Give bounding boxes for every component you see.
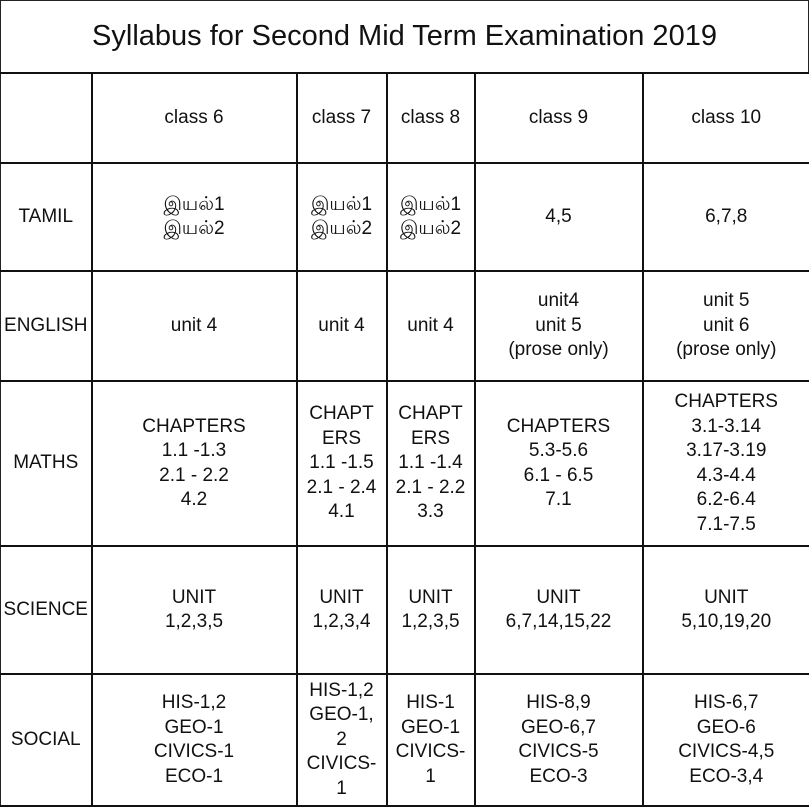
cell-line: CHAPTERS [644, 390, 809, 415]
cell-line: 6.2-6.4 [644, 488, 809, 513]
cell-line: ECO-1 [93, 765, 296, 790]
syllabus-cell [475, 271, 643, 381]
cell-line: ECO-3 [476, 765, 642, 790]
cell-line: 3.3 [388, 500, 474, 525]
cell-line: 7.1 [476, 488, 642, 513]
cell-line: 4.3-4.4 [644, 464, 809, 489]
syllabus-cell [387, 674, 475, 806]
table-row [1, 546, 809, 674]
cell-line: GEO-6 [644, 716, 809, 741]
cell-line: UNIT [476, 586, 642, 611]
header-cell: class 7 [297, 73, 387, 163]
cell-line: CHAPT [388, 402, 474, 427]
syllabus-cell [297, 163, 387, 271]
table-row [1, 674, 809, 806]
syllabus-cell [643, 674, 809, 806]
syllabus-cell [92, 271, 297, 381]
cell-line: ERS [298, 427, 386, 452]
cell-line: 3.1-3.14 [644, 415, 809, 440]
cell-line: இயல்2 [298, 217, 386, 242]
syllabus-cell [297, 674, 387, 806]
cell-line: 1,2,3,4 [298, 610, 386, 635]
header-cell: class 6 [92, 73, 297, 163]
cell-line: HIS-1,2 [93, 691, 296, 716]
cell-line: இயல்1 [93, 193, 296, 218]
corner-cell [1, 73, 92, 163]
cell-line: ECO-3,4 [644, 765, 809, 790]
cell-line: HIS-1,2 [298, 679, 386, 704]
table-row [1, 381, 809, 546]
cell-line: ERS [388, 427, 474, 452]
header-cell: class 9 [475, 73, 643, 163]
cell-line: இயல்1 [388, 193, 474, 218]
cell-line: 4.1 [298, 500, 386, 525]
cell-line: இயல்1 [298, 193, 386, 218]
cell-line: GEO-1, [298, 703, 386, 728]
cell-line: unit 5 [476, 314, 642, 339]
subject-cell: SCIENCE [1, 546, 92, 674]
cell-line: 7.1-7.5 [644, 513, 809, 538]
cell-line: 6,7,8 [644, 205, 809, 230]
cell-line: CHAPT [298, 402, 386, 427]
cell-line: 1.1 -1.3 [93, 439, 296, 464]
cell-line: 5.3-5.6 [476, 439, 642, 464]
table-row [1, 163, 809, 271]
page-title: Syllabus for Second Mid Term Examination 2019 [0, 0, 809, 72]
cell-line: HIS-8,9 [476, 691, 642, 716]
syllabus-cell [643, 381, 809, 546]
syllabus-cell [643, 546, 809, 674]
syllabus-table [0, 72, 809, 807]
cell-line: 2.1 - 2.4 [298, 476, 386, 501]
syllabus-cell [387, 271, 475, 381]
cell-line: 6.1 - 6.5 [476, 464, 642, 489]
cell-line: unit4 [476, 289, 642, 314]
syllabus-cell [643, 271, 809, 381]
syllabus-cell [387, 546, 475, 674]
syllabus-cell [297, 271, 387, 381]
cell-line: unit 6 [644, 314, 809, 339]
cell-line: 1,2,3,5 [388, 610, 474, 635]
cell-line: (prose only) [644, 338, 809, 363]
syllabus-cell [297, 381, 387, 546]
cell-line: 3.17-3.19 [644, 439, 809, 464]
cell-line: 1.1 -1.4 [388, 451, 474, 476]
cell-line: CIVICS-1 [93, 740, 296, 765]
subject-cell: ENGLISH [1, 271, 92, 381]
cell-line: CIVICS- [388, 740, 474, 765]
syllabus-cell [475, 674, 643, 806]
subject-cell: MATHS [1, 381, 92, 546]
cell-line: 1 [298, 777, 386, 802]
cell-line: CHAPTERS [93, 415, 296, 440]
cell-line: 1.1 -1.5 [298, 451, 386, 476]
syllabus-cell [92, 381, 297, 546]
syllabus-cell [297, 546, 387, 674]
subject-cell: TAMIL [1, 163, 92, 271]
syllabus-cell [387, 163, 475, 271]
cell-line: HIS-6,7 [644, 691, 809, 716]
cell-line: UNIT [298, 586, 386, 611]
syllabus-cell [92, 674, 297, 806]
cell-line: 5,10,19,20 [644, 610, 809, 635]
header-row [1, 73, 809, 163]
cell-line: 2 [298, 728, 386, 753]
cell-line: இயல்2 [93, 217, 296, 242]
cell-line: UNIT [93, 586, 296, 611]
cell-line: unit 4 [298, 314, 386, 339]
cell-line: 6,7,14,15,22 [476, 610, 642, 635]
cell-line: CIVICS-4,5 [644, 740, 809, 765]
cell-line: UNIT [644, 586, 809, 611]
cell-line: இயல்2 [388, 217, 474, 242]
cell-line: CHAPTERS [476, 415, 642, 440]
cell-line: 1,2,3,5 [93, 610, 296, 635]
syllabus-cell [92, 546, 297, 674]
cell-line: unit 5 [644, 289, 809, 314]
cell-line: GEO-1 [388, 716, 474, 741]
cell-line: GEO-1 [93, 716, 296, 741]
cell-line: unit 4 [93, 314, 296, 339]
cell-line: 2.1 - 2.2 [93, 464, 296, 489]
cell-line: CIVICS- [298, 752, 386, 777]
syllabus-cell [475, 163, 643, 271]
cell-line: 4.2 [93, 488, 296, 513]
syllabus-cell [643, 163, 809, 271]
syllabus-cell [92, 163, 297, 271]
syllabus-cell [475, 546, 643, 674]
header-cell: class 8 [387, 73, 475, 163]
header-cell: class 10 [643, 73, 809, 163]
syllabus-cell [387, 381, 475, 546]
table-row [1, 271, 809, 381]
cell-line: unit 4 [388, 314, 474, 339]
cell-line: (prose only) [476, 338, 642, 363]
cell-line: 1 [388, 765, 474, 790]
syllabus-cell [475, 381, 643, 546]
cell-line: UNIT [388, 586, 474, 611]
cell-line: HIS-1 [388, 691, 474, 716]
cell-line: GEO-6,7 [476, 716, 642, 741]
cell-line: 2.1 - 2.2 [388, 476, 474, 501]
cell-line: CIVICS-5 [476, 740, 642, 765]
subject-cell: SOCIAL [1, 674, 92, 806]
cell-line: 4,5 [476, 205, 642, 230]
